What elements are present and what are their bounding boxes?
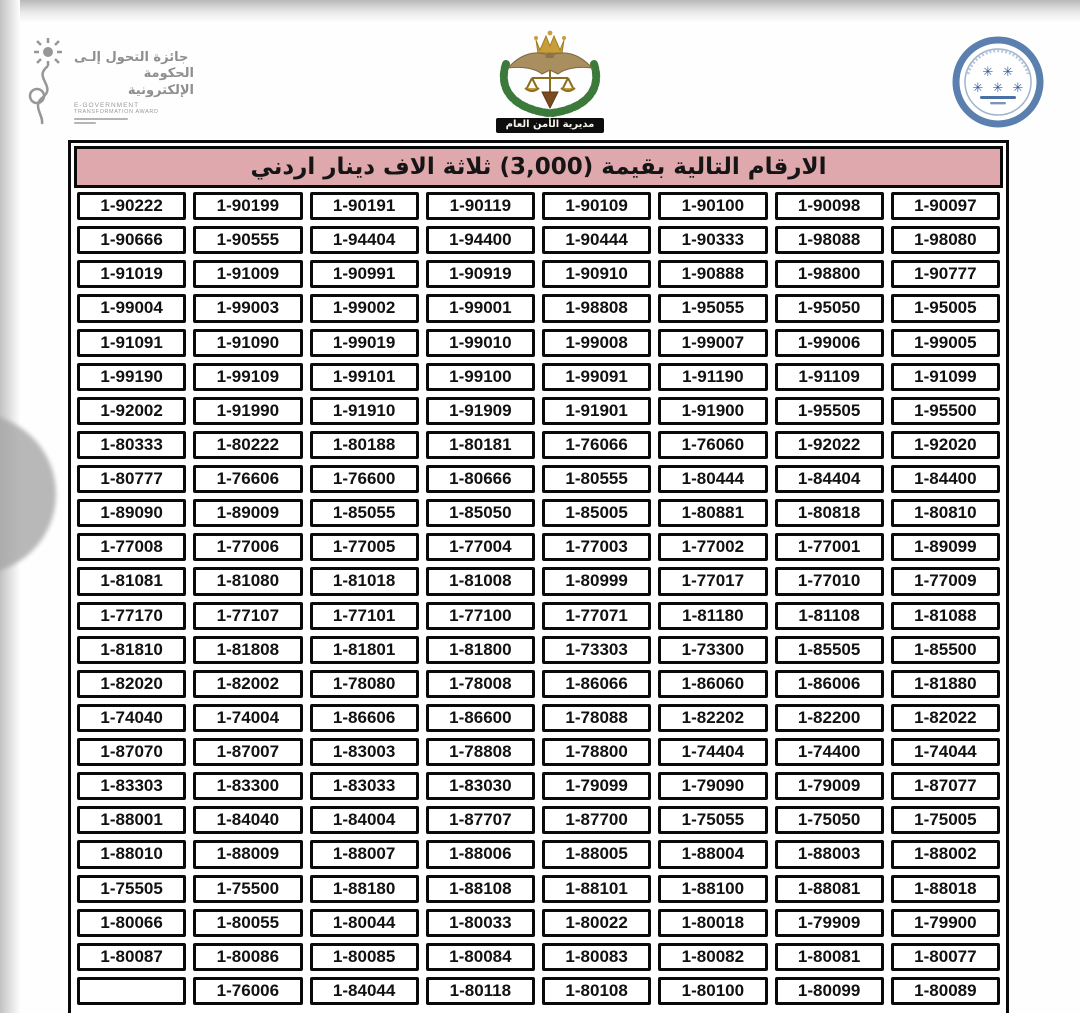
- serial-number-cell: 1-99100: [426, 363, 535, 391]
- serial-number-cell: 1-89090: [77, 499, 186, 527]
- serial-number-cell: 1-75050: [775, 806, 884, 834]
- serial-number-cell: 1-99004: [77, 294, 186, 322]
- serial-number-cell: 1-79090: [658, 772, 767, 800]
- serial-number-cell: 1-80222: [193, 431, 302, 459]
- svg-text:✳: ✳: [1012, 81, 1024, 96]
- serial-number-cell: 1-95055: [658, 294, 767, 322]
- serial-number-cell: 1-85500: [891, 636, 1000, 664]
- serial-number-cell: 1-91990: [193, 397, 302, 425]
- serial-number-cell: 1-80444: [658, 465, 767, 493]
- serial-number-cell: 1-99019: [310, 329, 419, 357]
- psd-banner-label: مديرية الأمن العام: [496, 118, 605, 133]
- serial-number-cell: 1-91901: [542, 397, 651, 425]
- award-arabic-line2: الحكومة الإلكترونية: [127, 66, 194, 98]
- serial-number-cell: 1-77010: [775, 567, 884, 595]
- serial-number-cell: 1-88108: [426, 875, 535, 903]
- serial-number-cell: 1-80087: [77, 943, 186, 971]
- serial-number-cell: 1-92022: [775, 431, 884, 459]
- award-english-line1: E-GOVERNMENT: [74, 101, 140, 109]
- serial-number-cell: 1-90098: [775, 192, 884, 220]
- serial-number-cell: 1-79909: [775, 909, 884, 937]
- empty-cell: [77, 977, 186, 1005]
- serial-number-cell: 1-75500: [193, 875, 302, 903]
- serial-number-cell: 1-80810: [891, 499, 1000, 527]
- serial-number-cell: 1-78800: [542, 738, 651, 766]
- serial-number-cell: 1-87707: [426, 806, 535, 834]
- serial-number-cell: 1-90919: [426, 260, 535, 288]
- psd-eagle-crest-icon: [478, 26, 622, 122]
- serial-number-cell: 1-86060: [658, 670, 767, 698]
- serial-number-cell: 1-91190: [658, 363, 767, 391]
- serial-number-cell: 1-80044: [310, 909, 419, 937]
- serial-number-cell: 1-84040: [193, 806, 302, 834]
- serial-number-cell: 1-75505: [77, 875, 186, 903]
- serial-number-cell: 1-80081: [775, 943, 884, 971]
- serial-number-cell: 1-90555: [193, 226, 302, 254]
- serial-number-cell: 1-88007: [310, 840, 419, 868]
- serial-number-cell: 1-80086: [193, 943, 302, 971]
- serial-number-cell: 1-80018: [658, 909, 767, 937]
- award-text-block: [74, 50, 194, 124]
- serial-number-cell: 1-81018: [310, 567, 419, 595]
- serial-number-cell: 1-88005: [542, 840, 651, 868]
- serial-number-cell: 1-90777: [891, 260, 1000, 288]
- serial-number-cell: 1-74044: [891, 738, 1000, 766]
- serial-number-cell: 1-85050: [426, 499, 535, 527]
- serial-number-cell: 1-83030: [426, 772, 535, 800]
- serial-number-cell: 1-88002: [891, 840, 1000, 868]
- serial-number-cell: 1-80084: [426, 943, 535, 971]
- serial-number-cell: 1-80089: [891, 977, 1000, 1005]
- serial-number-cell: 1-86600: [426, 704, 535, 732]
- serial-number-cell: 1-88010: [77, 840, 186, 868]
- serial-number-cell: 1-88100: [658, 875, 767, 903]
- serial-number-cell: 1-90097: [891, 192, 1000, 220]
- serial-number-cell: 1-81008: [426, 567, 535, 595]
- serial-number-cell: 1-95505: [775, 397, 884, 425]
- serial-number-cell: 1-84044: [310, 977, 419, 1005]
- serial-number-cell: 1-85505: [775, 636, 884, 664]
- medal-ring-icon: [950, 65, 1046, 134]
- serial-number-cell: 1-95500: [891, 397, 1000, 425]
- serial-number-cell: 1-99190: [77, 363, 186, 391]
- serial-number-cell: 1-88009: [193, 840, 302, 868]
- serial-number-cell: 1-87700: [542, 806, 651, 834]
- serial-number-cell: 1-86606: [310, 704, 419, 732]
- document-header: [0, 0, 1080, 140]
- serial-number-cell: 1-74040: [77, 704, 186, 732]
- svg-text:✳: ✳: [992, 81, 1004, 96]
- serial-number-cell: 1-81108: [775, 602, 884, 630]
- serial-number-cell: 1-99091: [542, 363, 651, 391]
- serial-number-cell: 1-80999: [542, 567, 651, 595]
- serial-number-cell: 1-99007: [658, 329, 767, 357]
- public-security-directorate-emblem: [478, 26, 622, 138]
- serial-number-cell: 1-90199: [193, 192, 302, 220]
- serial-number-cell: 1-82020: [77, 670, 186, 698]
- serial-number-cell: 1-90444: [542, 226, 651, 254]
- serial-number-cell: 1-90191: [310, 192, 419, 220]
- serial-number-cell: 1-79099: [542, 772, 651, 800]
- serial-number-cell: 1-83033: [310, 772, 419, 800]
- serial-number-cell: 1-77100: [426, 602, 535, 630]
- scan-artifact-circle: [0, 414, 56, 574]
- serial-number-cell: 1-88101: [542, 875, 651, 903]
- serial-number-cell: 1-80099: [775, 977, 884, 1005]
- serial-number-cell: 1-80181: [426, 431, 535, 459]
- serial-number-cell: 1-88003: [775, 840, 884, 868]
- serial-number-cell: 1-77008: [77, 533, 186, 561]
- serial-numbers-sheet: [68, 140, 1009, 1013]
- serial-number-cell: 1-89009: [193, 499, 302, 527]
- serial-number-cell: 1-77009: [891, 567, 1000, 595]
- serial-number-cell: 1-88001: [77, 806, 186, 834]
- serial-number-cell: 1-98080: [891, 226, 1000, 254]
- serial-number-cell: 1-74404: [658, 738, 767, 766]
- serial-number-cell: 1-81081: [77, 567, 186, 595]
- serial-number-cell: 1-77170: [77, 602, 186, 630]
- serial-number-cell: 1-90100: [658, 192, 767, 220]
- serial-number-cell: 1-89099: [891, 533, 1000, 561]
- serial-number-cell: 1-81810: [77, 636, 186, 664]
- serial-number-cell: 1-82202: [658, 704, 767, 732]
- serial-number-cell: 1-95050: [775, 294, 884, 322]
- serial-number-cell: 1-80118: [426, 977, 535, 1005]
- serial-number-cell: 1-87070: [77, 738, 186, 766]
- serial-number-cell: 1-80881: [658, 499, 767, 527]
- serial-number-cell: 1-80022: [542, 909, 651, 937]
- sheet-title: الارقام التالية بقيمة (3,000) ثلاثة الاف دينار اردني: [74, 146, 1003, 188]
- serial-number-cell: 1-76600: [310, 465, 419, 493]
- svg-text:✳: ✳: [982, 65, 994, 80]
- serial-number-cell: 1-91091: [77, 329, 186, 357]
- serial-number-cell: 1-83303: [77, 772, 186, 800]
- serial-number-cell: 1-83003: [310, 738, 419, 766]
- serial-number-cell: 1-95005: [891, 294, 1000, 322]
- serial-number-cell: 1-90109: [542, 192, 651, 220]
- serial-number-cell: 1-80082: [658, 943, 767, 971]
- svg-text:✳: ✳: [972, 81, 984, 96]
- serial-number-cell: 1-90991: [310, 260, 419, 288]
- serial-number-cell: 1-87007: [193, 738, 302, 766]
- serial-number-cell: 1-94404: [310, 226, 419, 254]
- serial-number-cell: 1-99005: [891, 329, 1000, 357]
- serial-number-cell: 1-91099: [891, 363, 1000, 391]
- serial-number-cell: 1-80333: [77, 431, 186, 459]
- serial-number-cell: 1-82002: [193, 670, 302, 698]
- serial-number-cell: 1-78808: [426, 738, 535, 766]
- serial-number-cell: 1-80188: [310, 431, 419, 459]
- serial-number-cell: 1-84400: [891, 465, 1000, 493]
- serial-number-cell: 1-81080: [193, 567, 302, 595]
- serial-number-cell: 1-77004: [426, 533, 535, 561]
- serial-number-cell: 1-91909: [426, 397, 535, 425]
- serial-number-cell: 1-98088: [775, 226, 884, 254]
- serial-number-cell: 1-91109: [775, 363, 884, 391]
- serial-number-cell: 1-78080: [310, 670, 419, 698]
- serial-number-cell: 1-80085: [310, 943, 419, 971]
- serial-number-cell: 1-81180: [658, 602, 767, 630]
- serial-number-cell: 1-80055: [193, 909, 302, 937]
- serial-number-cell: 1-88081: [775, 875, 884, 903]
- serial-number-cell: 1-74400: [775, 738, 884, 766]
- serial-number-cell: 1-81800: [426, 636, 535, 664]
- serial-number-cell: 1-80818: [775, 499, 884, 527]
- serial-number-cell: 1-77017: [658, 567, 767, 595]
- serial-number-cell: 1-79900: [891, 909, 1000, 937]
- serial-number-cell: 1-75005: [891, 806, 1000, 834]
- serial-number-cell: 1-98808: [542, 294, 651, 322]
- serial-number-cell: 1-81801: [310, 636, 419, 664]
- serial-number-cell: 1-91910: [310, 397, 419, 425]
- serial-number-cell: 1-73300: [658, 636, 767, 664]
- serial-number-cell: 1-76060: [658, 431, 767, 459]
- serial-number-cell: 1-80108: [542, 977, 651, 1005]
- serial-number-cell: 1-99003: [193, 294, 302, 322]
- award-fineprint-line2: [74, 122, 96, 124]
- serial-number-cell: 1-81088: [891, 602, 1000, 630]
- serial-number-cell: 1-77001: [775, 533, 884, 561]
- serial-number-cell: 1-81808: [193, 636, 302, 664]
- serial-number-cell: 1-76006: [193, 977, 302, 1005]
- serial-number-cell: 1-86006: [775, 670, 884, 698]
- serial-number-cell: 1-80077: [891, 943, 1000, 971]
- serial-number-cell: 1-73303: [542, 636, 651, 664]
- serial-number-cell: 1-90888: [658, 260, 767, 288]
- serial-number-cell: 1-88004: [658, 840, 767, 868]
- serial-number-cell: 1-77005: [310, 533, 419, 561]
- serial-number-cell: 1-81880: [891, 670, 1000, 698]
- serial-number-cell: 1-90119: [426, 192, 535, 220]
- serial-number-cell: 1-75055: [658, 806, 767, 834]
- serial-number-cell: 1-85005: [542, 499, 651, 527]
- serial-number-cell: 1-74004: [193, 704, 302, 732]
- serial-number-cell: 1-99109: [193, 363, 302, 391]
- serial-number-cell: 1-77071: [542, 602, 651, 630]
- serial-number-cell: 1-91009: [193, 260, 302, 288]
- serial-number-cell: 1-80033: [426, 909, 535, 937]
- serial-number-cell: 1-99010: [426, 329, 535, 357]
- serial-number-cell: 1-79009: [775, 772, 884, 800]
- serial-number-cell: 1-90666: [77, 226, 186, 254]
- serial-number-cell: 1-77006: [193, 533, 302, 561]
- serial-number-cell: 1-78008: [426, 670, 535, 698]
- serial-number-cell: 1-99002: [310, 294, 419, 322]
- serial-number-cell: 1-94400: [426, 226, 535, 254]
- serial-number-cell: 1-88180: [310, 875, 419, 903]
- serial-number-cell: 1-99101: [310, 363, 419, 391]
- serial-number-cell: 1-91019: [77, 260, 186, 288]
- serial-number-cell: 1-92002: [77, 397, 186, 425]
- award-flower-icon: [24, 36, 68, 132]
- serial-number-cell: 1-80083: [542, 943, 651, 971]
- serial-number-cell: 1-88006: [426, 840, 535, 868]
- serial-number-cell: 1-88018: [891, 875, 1000, 903]
- serial-number-cell: 1-80666: [426, 465, 535, 493]
- serial-numbers-grid: [74, 188, 1003, 1008]
- serial-number-cell: 1-82022: [891, 704, 1000, 732]
- serial-number-cell: 1-84004: [310, 806, 419, 834]
- serial-number-cell: 1-99008: [542, 329, 651, 357]
- serial-number-cell: 1-90222: [77, 192, 186, 220]
- serial-number-cell: 1-77002: [658, 533, 767, 561]
- serial-number-cell: 1-76606: [193, 465, 302, 493]
- egov-award-logo: [24, 36, 194, 136]
- serial-number-cell: 1-91900: [658, 397, 767, 425]
- svg-text:✳: ✳: [1002, 65, 1014, 80]
- serial-number-cell: 1-80100: [658, 977, 767, 1005]
- serial-number-cell: 1-80777: [77, 465, 186, 493]
- award-fineprint-line: [74, 118, 128, 120]
- serial-number-cell: 1-82200: [775, 704, 884, 732]
- excellence-medal-logo: [950, 34, 1046, 130]
- serial-number-cell: 1-77107: [193, 602, 302, 630]
- serial-number-cell: 1-92020: [891, 431, 1000, 459]
- serial-number-cell: 1-77003: [542, 533, 651, 561]
- serial-number-cell: 1-99006: [775, 329, 884, 357]
- serial-number-cell: 1-80555: [542, 465, 651, 493]
- serial-number-cell: 1-80066: [77, 909, 186, 937]
- serial-number-cell: 1-87077: [891, 772, 1000, 800]
- serial-number-cell: 1-77101: [310, 602, 419, 630]
- award-english-line2: TRANSFORMATION AWARD: [74, 108, 159, 115]
- serial-number-cell: 1-78088: [542, 704, 651, 732]
- serial-number-cell: 1-76066: [542, 431, 651, 459]
- serial-number-cell: 1-90910: [542, 260, 651, 288]
- award-arabic-line1: جائزة التحول إلـى: [74, 50, 189, 65]
- serial-number-cell: 1-98800: [775, 260, 884, 288]
- serial-number-cell: 1-86066: [542, 670, 651, 698]
- serial-number-cell: 1-85055: [310, 499, 419, 527]
- serial-number-cell: 1-90333: [658, 226, 767, 254]
- serial-number-cell: 1-84404: [775, 465, 884, 493]
- serial-number-cell: 1-99001: [426, 294, 535, 322]
- serial-number-cell: 1-83300: [193, 772, 302, 800]
- serial-number-cell: 1-91090: [193, 329, 302, 357]
